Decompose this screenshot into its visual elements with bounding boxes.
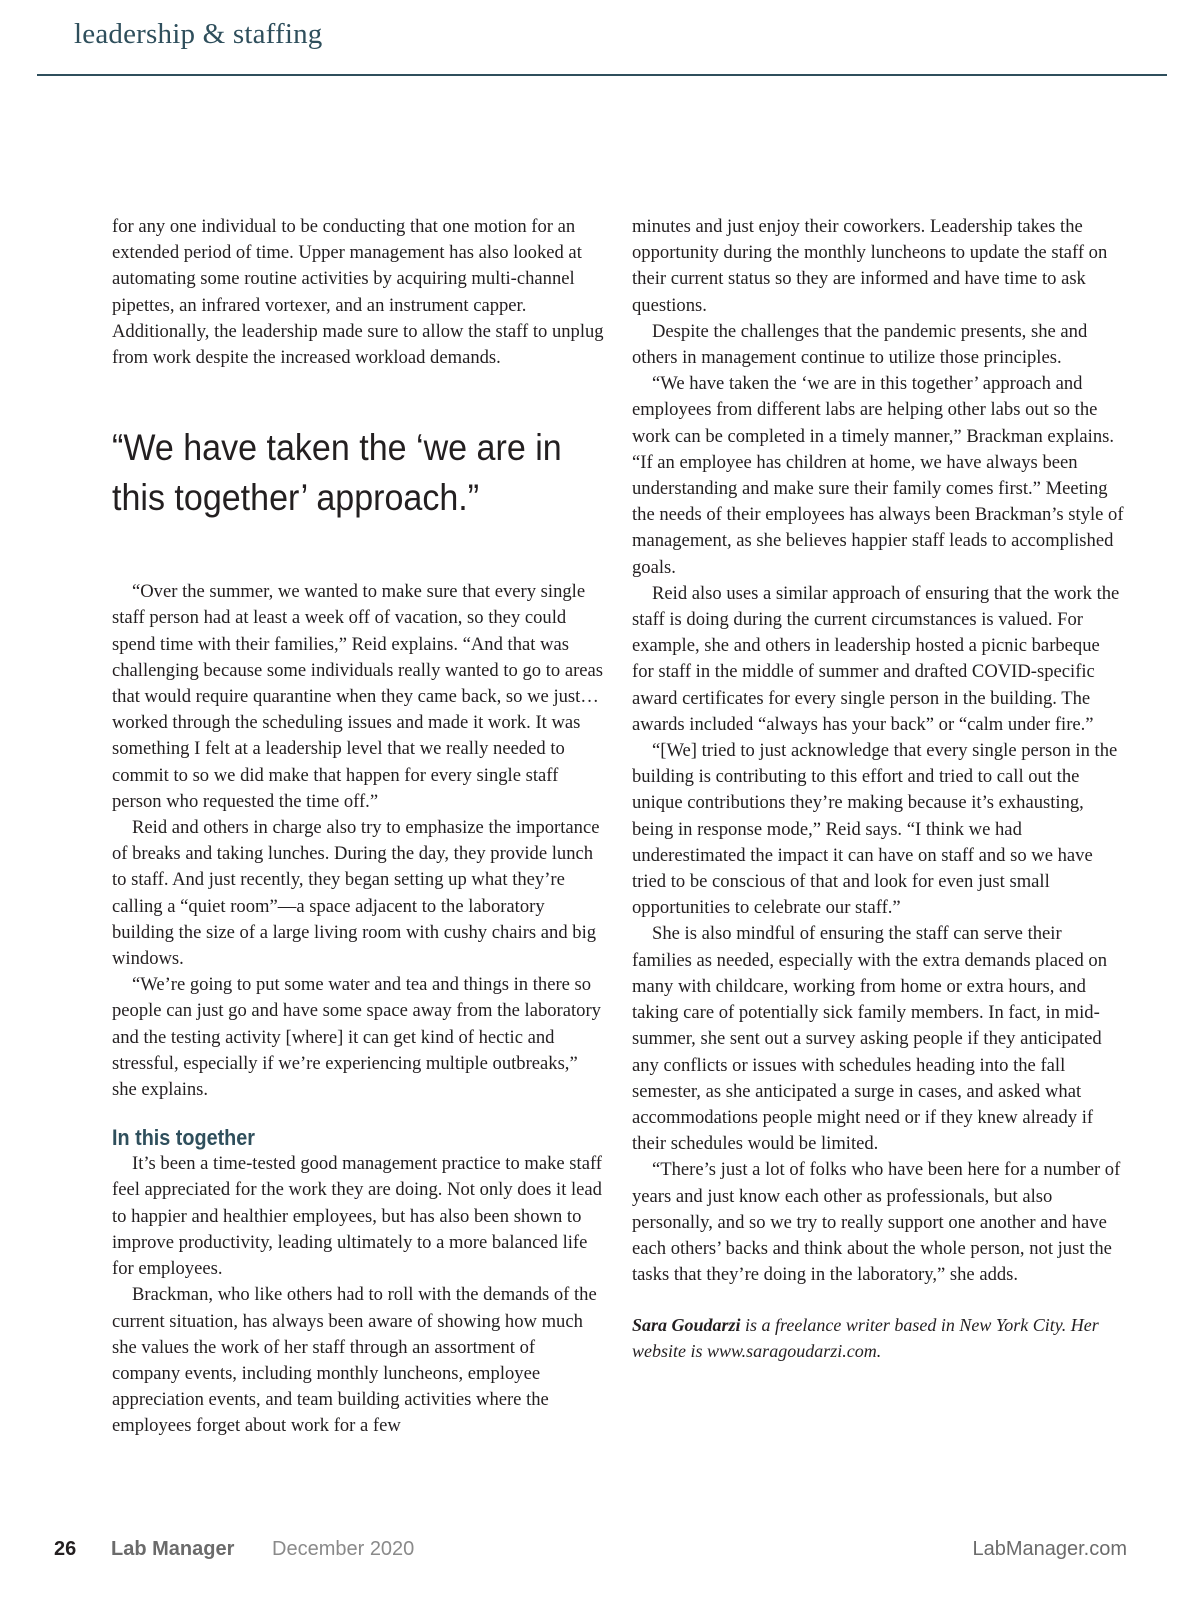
magazine-name: Lab Manager [111, 1538, 235, 1560]
page-number: 26 [54, 1538, 77, 1560]
author-bio [632, 1312, 1125, 1364]
left-column [112, 214, 605, 1440]
body-paragraph: Despite the challenges that the pandemic presents, she and others in management continue to utilize those principles. [632, 320, 1088, 369]
body-paragraph: minutes and just enjoy their coworkers. Leadership takes the opportunity during the monthly luncheons to update the staff on their current status so they are informed and have time to ask questions. [632, 216, 1108, 316]
body-paragraph: Reid also uses a similar approach of ensuring that the work the staff is doing during the current circumstances is valued. For example, she and others in leadership hosted a picnic barbeque for staff in the middle of summer and drafted COVID-specific award certificates for every single person in the building. The awards included “always has your back” or “calm under fire.” [632, 582, 1120, 735]
right-column [632, 214, 1125, 1364]
body-paragraph: Reid and others in charge also try to emphasize the importance of breaks and taking lunches. During the day, they provide lunch to staff. And just recently, they began setting up what they’re calling a “quiet room”—a space adjacent to the laboratory building the size of a large living room with cushy chairs and big windows. [112, 817, 600, 970]
body-paragraph: “There’s just a lot of folks who have been here for a number of years and just know each other as professionals, but also personally, and so we try to really support one another and have each others’ backs and think about the whole person, not just the tasks that they’re doing in the laboratory,” she adds. [632, 1159, 1121, 1286]
website-link: LabManager.com [972, 1538, 1127, 1560]
pull-quote: “We have taken the ‘we are in this together’ approach.” [112, 427, 562, 519]
body-paragraph: “Over the summer, we wanted to make sure that every single staff person had at least a week off of vacation, so they could spend time with their families,” Reid explains. “And that was challenging because some individuals really wanted to go to areas that would require quarantine when they came back, so we just…worked through the scheduling issues and made it work. It was something I felt at a leadership level that we really needed to commit to so we did make that happen for every single staff person who requested the time off.” [112, 581, 604, 812]
body-paragraph: “[We] tried to just acknowledge that every single person in the building is contributing to this effort and tried to call out the unique contributions they’re making because it’s exhausting, being in response mode,” Reid says. “I think we had underestimated the impact it can have on staff and so we have tried to be conscious of that and look for even just small opportunities to celebrate our staff.” [632, 740, 1118, 919]
body-paragraph: Brackman, who like others had to roll with the demands of the current situation, has always been aware of showing how much she values the work of her staff through an assortment of company events, including monthly luncheons, employee appreciation events, and team building activities where the employees forget about work for a few [112, 1284, 597, 1437]
body-paragraph: for any one individual to be conducting that one motion for an extended period of time. Upper management has also looked at automating some routine activities by acquiring multi-channel pipettes, an infrared vortexer, and an instrument capper. Additionally, the leadership made sure to allow the staff to unplug from work despite the increased workload demands. [112, 216, 604, 369]
body-paragraph: “We’re going to put some water and tea and things in there so people can just go and have some space away from the laboratory and the testing activity [where] it can get kind of hectic and stressful, especially if we’re experiencing multiple outbreaks,” she explains. [112, 974, 601, 1101]
page-footer [54, 1538, 1127, 1568]
author-bio-text: is a freelance writer based in New York City. Her website is www.saragoudarzi.com. [632, 1315, 1099, 1362]
issue-date: December 2020 [272, 1538, 415, 1560]
header-rule [37, 74, 1167, 76]
section-subhead: In this together [112, 1125, 256, 1151]
section-header: leadership & staffing [74, 18, 323, 50]
body-paragraph: It’s been a time-tested good management practice to make staff feel appreciated for the work they are doing. Not only does it lead to happier and healthier employees, but has also been shown to improve productivity, leading ultimately to a more balanced life for employees. [112, 1153, 603, 1280]
body-paragraph: She is also mindful of ensuring the staff can serve their families as needed, especially with the extra demands placed on many with childcare, working from home or extra hours, and taking care of potentially sick family members. In fact, in mid-summer, she sent out a survey asking people if they anticipated any conflicts or issues with schedules heading into the fall semester, as she anticipated a surge in cases, and asked what accommodations people might need or if they knew already if their schedules would be limited. [632, 923, 1107, 1155]
author-name: Sara Goudarzi [632, 1315, 741, 1336]
body-paragraph: “We have taken the ‘we are in this together’ approach and employees from different labs are helping other labs out so the work can be completed in a timely manner,” Brackman explains. “If an employee has children at home, we have always been understanding and make sure their family comes first.” Meeting the needs of their employees has always been Brackman’s style of management, as she believes happier staff leads to accomplished goals. [632, 373, 1124, 578]
